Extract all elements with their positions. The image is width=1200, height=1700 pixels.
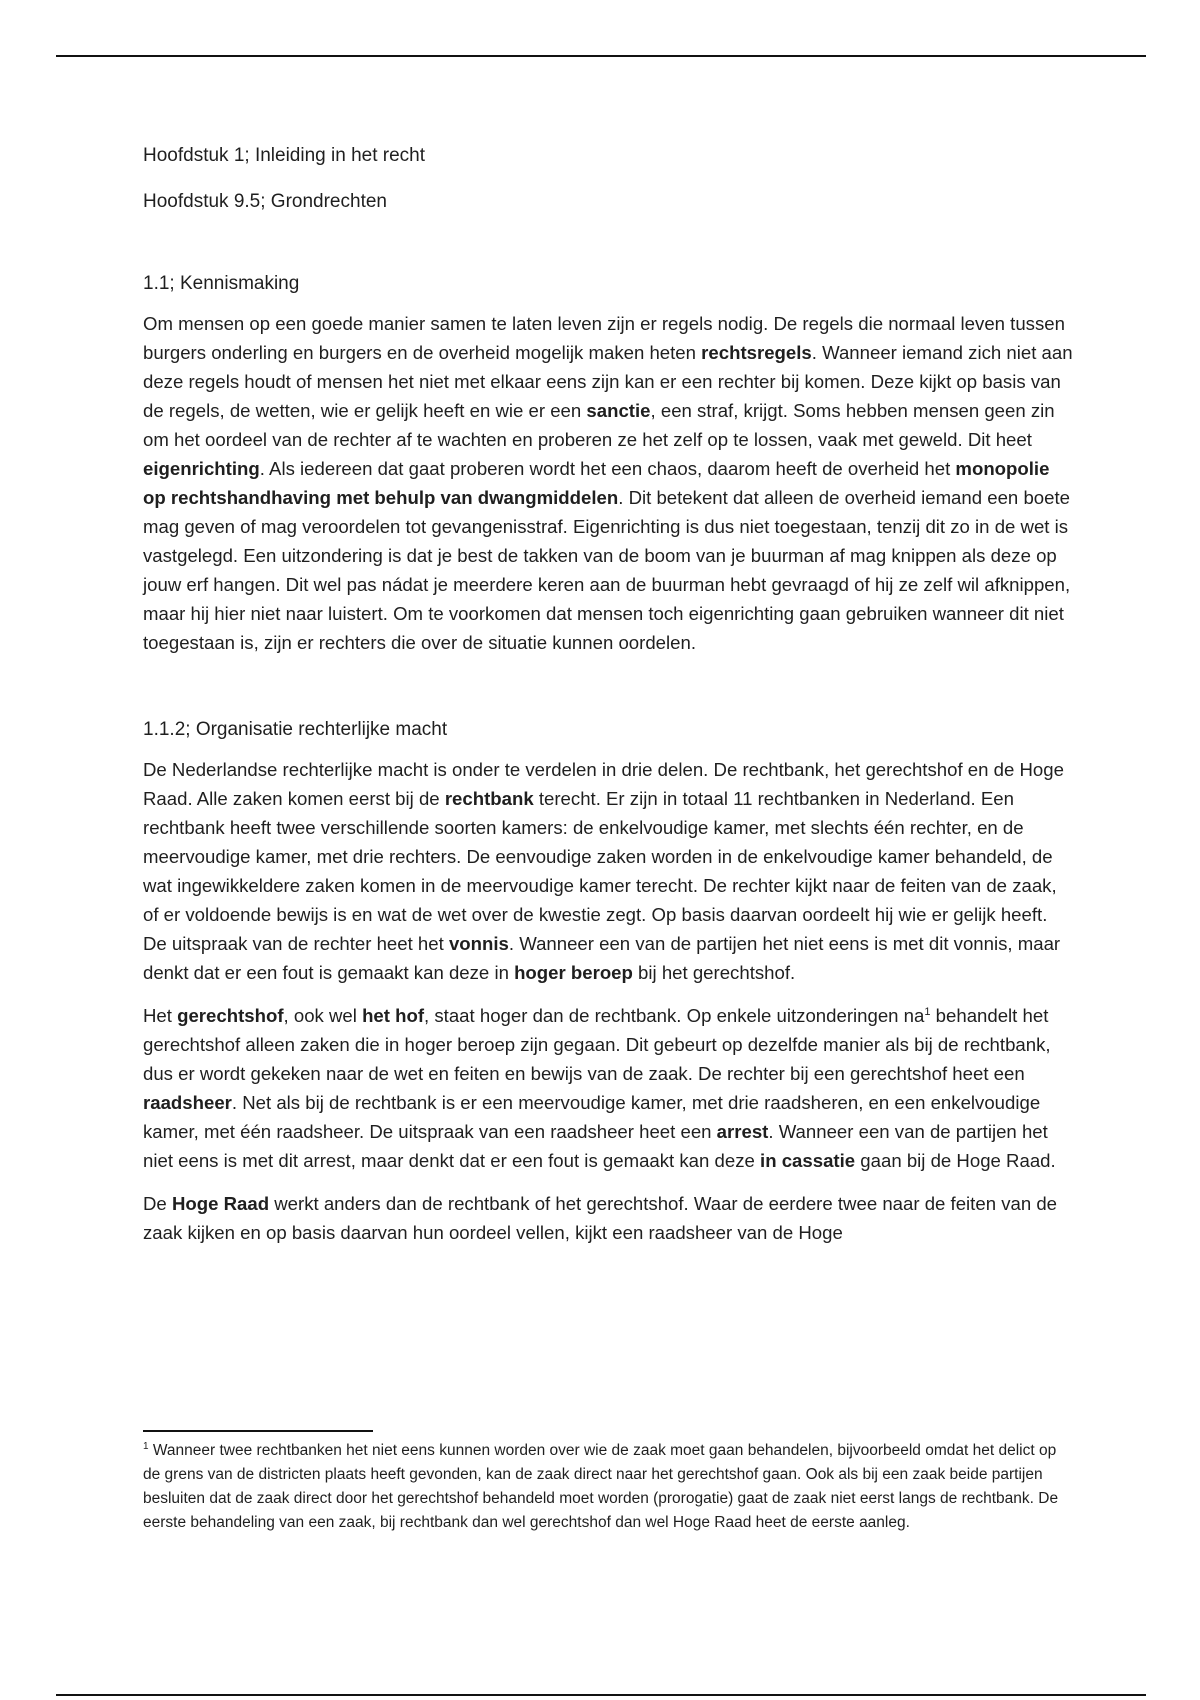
section-title-organisatie: 1.1.2; Organisatie rechterlijke macht [143, 719, 448, 740]
term-vonnis: vonnis [448, 933, 509, 954]
top-rule [56, 55, 1146, 57]
term-rechtsregels: rechtsregels [701, 342, 812, 363]
text-run: . Dit betekent dat alleen de overheid iemand een boete mag geven of mag veroordelen tot gevangenisstraf. Eigenrichting is dus niet toegestaan, tenzij dit zo in de wet is vastgelegd. Een uitzondering is dat je best de takken van de boom van je buurman af mag knippen als deze op jouw erf hangen. Dit wel pas nádat je meerdere keren aan de buurman hebt gevraagd of hij ze zelf wil afknippen, maar hij hier niet naar luistert. Om te voorkomen dat mensen toch eigenrichting gaan gebruiken wanneer dit niet toegestaan is, zijn er rechters die over de situatie kunnen oordelen. [143, 487, 1071, 653]
footnote-reference[interactable]: 1 [924, 1005, 931, 1018]
text-run: . Net als bij de rechtbank is er een meervoudige kamer, met drie raadsheren, en een enkelvoudige kamer, met één raadsheer. De uitspraak van een raadsheer heet een [143, 1092, 1041, 1142]
term-arrest: arrest [716, 1121, 769, 1142]
term-sanctie: sanctie [586, 400, 651, 421]
footnote-text: Wanneer twee rechtbanken het niet eens kunnen worden over wie de zaak moet gaan behandelen, bijvoorbeeld omdat het delict op de grens van de districten plaats heeft gevonden, kan de zaak direct naar het gerechtshof gaan. Ook als bij een zaak beide partijen besluiten dat de zaak direct door het gerechtshof behandeld moet worden (prorogatie) gaat de zaak niet eerst langs de rechtbank. De eerste behandeling van een zaak, bij rechtbank dan wel gerechtshof dan wel Hoge Raad heet de eerste aanleg. [143, 1442, 1059, 1532]
text-run: . Als iedereen dat gaat proberen wordt het een chaos, daarom heeft de overheid het [259, 458, 956, 479]
paragraph-hoge-raad [143, 1189, 1073, 1247]
text-run: De [143, 1193, 172, 1214]
bottom-rule [56, 1694, 1146, 1696]
text-run: bij het gerechtshof. [632, 962, 796, 983]
term-het-hof: het hof [362, 1005, 425, 1026]
text-run: behandelt het gerechtshof alleen zaken die in hoger beroep zijn gegaan. Dit gebeurt op dezelfde manier als bij de rechtbank, dus er wordt gekeken naar de wet en feiten en bewijs van de zaak. De rechter bij een gerechtshof heet een [143, 1005, 1051, 1084]
text-run: , staat hoger dan de rechtbank. Op enkele uitzonderingen na [424, 1005, 925, 1026]
term-monopolie: monopolie op rechtshandhaving met behulp van dwangmiddelen [143, 458, 1050, 508]
document-page [143, 143, 1073, 1261]
term-hoge-raad: Hoge Raad [171, 1193, 270, 1214]
term-gerechtshof: gerechtshof [177, 1005, 284, 1026]
text-run: De Nederlandse rechterlijke macht is onder te verdelen in drie delen. De rechtbank, het gerechtshof en de Hoge Raad. Alle zaken komen eerst bij de [143, 759, 1064, 809]
footnote-separator [143, 1430, 373, 1432]
text-run: werkt anders dan de rechtbank of het gerechtshof. Waar de eerdere twee naar de feiten van de zaak kijken en op basis daarvan hun oordeel vellen, kijkt een raadsheer van de Hoge [143, 1193, 1058, 1243]
chapter-heading-2: Hoofdstuk 9.5; Grondrechten [143, 191, 387, 212]
text-run: Om mensen op een goede manier samen te laten leven zijn er regels nodig. De regels die normaal leven tussen burgers onderling en burgers en de overheid mogelijk maken heten [143, 313, 1065, 363]
text-run: . Wanneer een van de partijen het niet eens is met dit vonnis, maar denkt dat er een fout is gemaakt kan deze in [143, 933, 1061, 983]
text-run: terecht. Er zijn in totaal 11 rechtbanken in Nederland. Een rechtbank heeft twee verschillende soorten kamers: de enkelvoudige kamer, met slechts één rechter, en de meervoudige kamer, met drie rechters. De eenvoudige zaken worden in de enkelvoudige kamer behandeld, de wat ingewikkeldere zaken komen in de meervoudige kamer terecht. De rechter kijkt naar de feiten van de zaak, of er voldoende bewijs is en wat de wet over de kwestie zegt. Op basis daarvan oordeelt hij wie er gelijk heeft. De uitspraak van de rechter heet het [143, 788, 1057, 954]
term-raadsheer: raadsheer [143, 1092, 232, 1113]
paragraph-rechtbank [143, 755, 1073, 987]
footnote-mark: 1 [143, 1441, 149, 1452]
section-title-kennismaking: 1.1; Kennismaking [143, 273, 300, 294]
term-hoger-beroep: hoger beroep [514, 962, 633, 983]
term-in-cassatie: in cassatie [760, 1150, 856, 1171]
chapter-heading-1: Hoofdstuk 1; Inleiding in het recht [143, 145, 426, 166]
text-run: . Wanneer iemand zich niet aan deze regels houdt of mensen het niet met elkaar eens zijn kan er een rechter bij komen. Deze kijkt op basis van de regels, de wetten, wie er gelijk heeft en wie er een [143, 342, 1073, 421]
paragraph-gerechtshof [143, 1001, 1073, 1175]
text-run: . Wanneer een van de partijen het niet eens is met dit arrest, maar denkt dat er een fout is gemaakt kan deze [143, 1121, 1048, 1171]
text-run: , ook wel [283, 1005, 363, 1026]
paragraph-kennismaking [143, 309, 1073, 657]
footnote [143, 1435, 1063, 1535]
text-run: Het [143, 1005, 178, 1026]
text-run: gaan bij de Hoge Raad. [855, 1150, 1056, 1171]
text-run: , een straf, krijgt. Soms hebben mensen geen zin om het oordeel van de rechter af te wachten en proberen ze het zelf op te lossen, vaak met geweld. Dit heet [143, 400, 1055, 450]
term-eigenrichting: eigenrichting [143, 458, 260, 479]
term-rechtbank: rechtbank [444, 788, 534, 809]
